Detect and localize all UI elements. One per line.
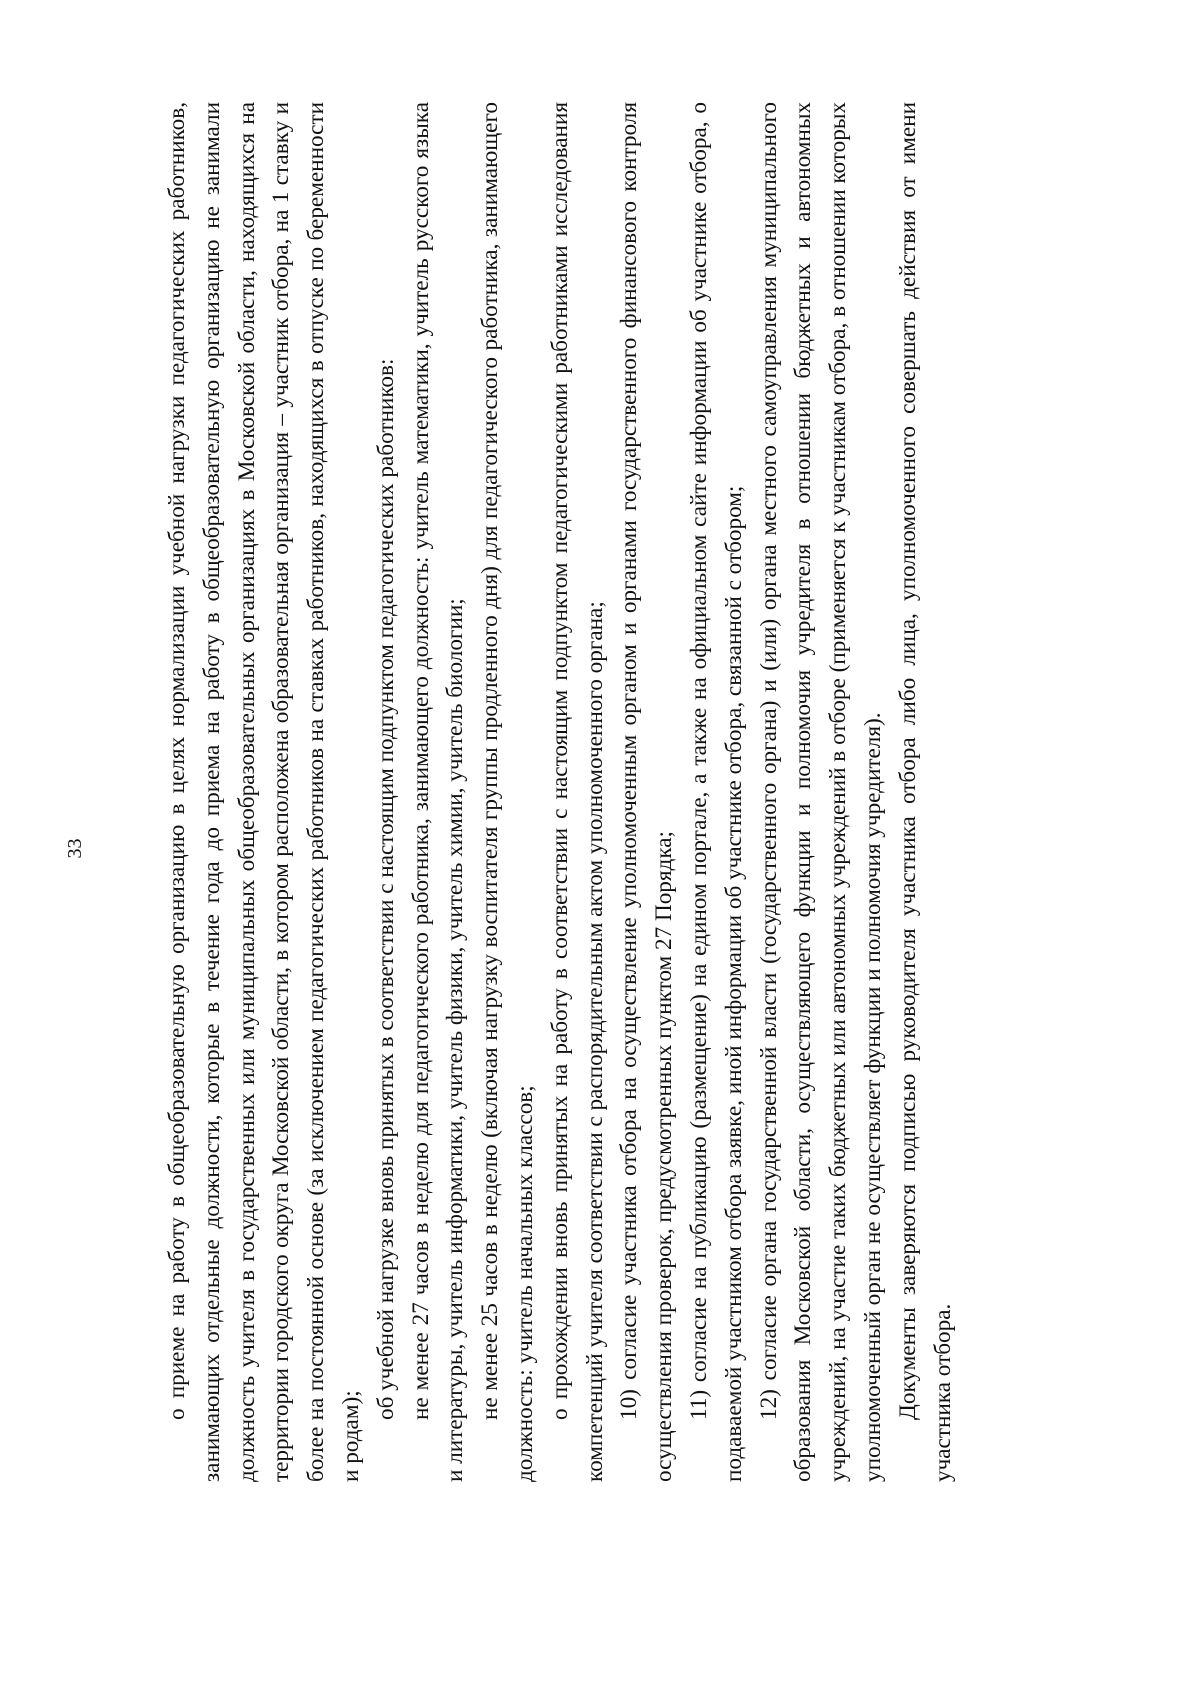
paragraph: Документы заверяются подписью руководителя участника отбора либо лица, уполномоченного совершать действия от имени участника отбора. bbox=[894, 102, 956, 1482]
document-body bbox=[160, 102, 960, 1482]
paragraph: 12) согласие органа государственной власти (государственного органа) и (или) органа местного самоуправления муниципального образования Московской области, осуществляющего функции и полномочия учредителя в отношении бюджетных и автономных учреждений, на участие таких бюджетных или автономных учреждений в отборе (применяется к участникам отбора, в отношении которых уполномоченный орган не осуществляет функции и полномочия учредителя). bbox=[755, 102, 886, 1482]
paragraph: об учебной нагрузке вновь принятых в соответствии с настоящим подпунктом педагогических работников: bbox=[372, 358, 399, 1420]
paragraph: о прохождении вновь принятых на работу в соответствии с настоящим подпунктом педагогическими работниками исследования компетенций учителя соответствии с распорядительным актом уполномоченного органа; bbox=[546, 102, 608, 1482]
paragraph: о приеме на работу в общеобразовательную организацию в целях нормализации учебной нагрузки педагогических работников, занимающих отдельные должности, которые в течение года до приема на работу в общеобразовательную организацию не занимали должность учителя в государственных или муниципальных общеобразовательных организациях в Московской области, находящихся на территории городского округа Московской области, в котором расположена образовательная организация – участник отбора, на 1 ставку и более на постоянной основе (за исключением педагогических работников на ставках работников, находящихся в отпуске по беременности и родам); bbox=[164, 102, 364, 1482]
paragraph: 11) согласие на публикацию (размещение) на едином портале, а также на официальном сайте информации об участнике отбора, о подаваемой участником отбора заявке, иной информации об участнике отбора, связанной с отбором; bbox=[685, 102, 747, 1482]
paragraph: не менее 25 часов в неделю (включая нагрузку воспитателя группы продленного дня) для педагогического работника, занимающего должность: учитель начальных классов; bbox=[477, 102, 538, 1482]
paragraph: не менее 27 часов в неделю для педагогического работника, занимающего должность: учитель математики, учитель русского языка и литературы, учитель информатики, учитель физики, учитель химии, учитель биологии; bbox=[407, 102, 469, 1482]
paragraph: 10) согласие участника отбора на осуществление уполномоченным органом и органами государственного финансового контроля осуществления проверок, предусмотренных пунктом 27 Порядка; bbox=[616, 102, 678, 1482]
page-number: 33 bbox=[64, 838, 86, 859]
